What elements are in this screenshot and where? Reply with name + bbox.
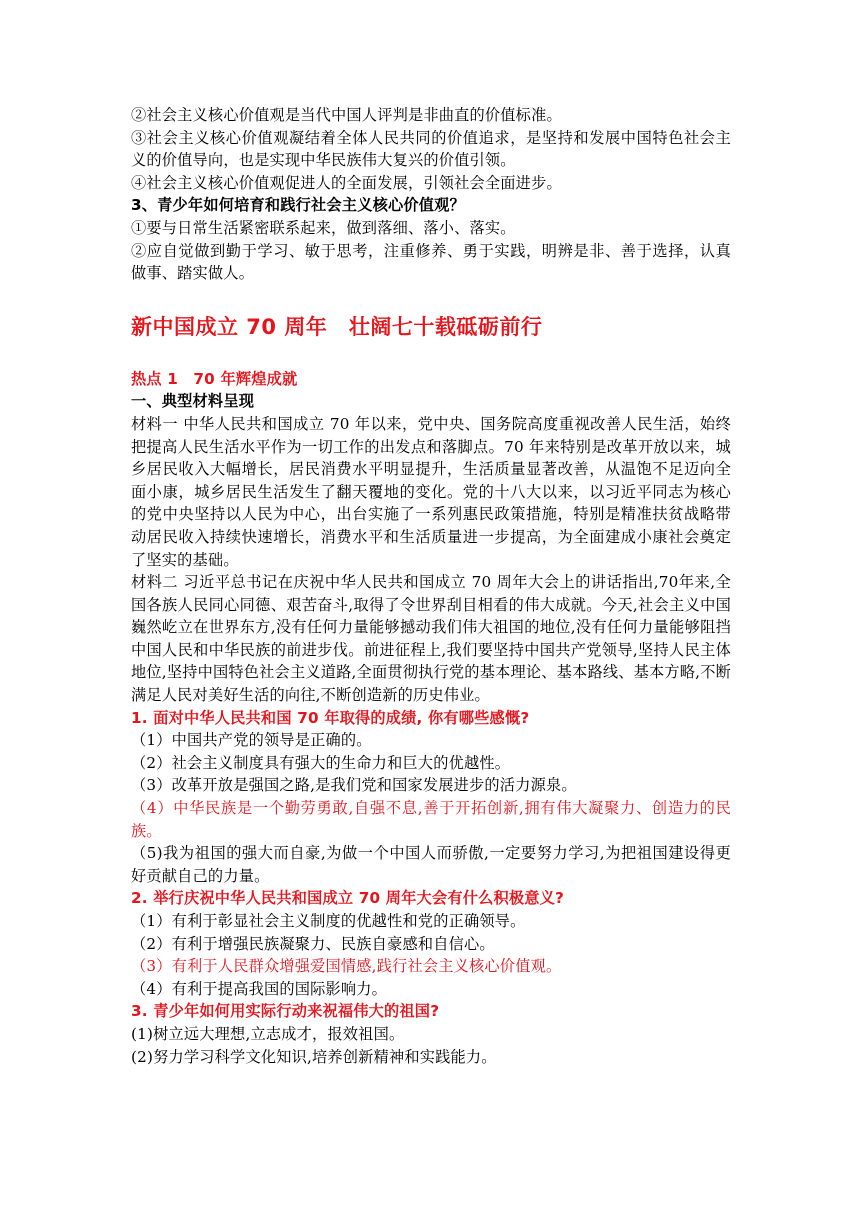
spacer	[131, 342, 731, 368]
answer-item-highlighted: （4）中华民族是一个勤劳勇敢,自强不息,善于开拓创新,拥有伟大凝聚力、创造力的民族。	[131, 799, 731, 840]
answer-item-highlighted: （3）有利于人民群众增强爱国情感,践行社会主义核心价值观。	[131, 957, 562, 976]
question-heading: 3. 青少年如何用实际行动来祝福伟大的祖国?	[131, 1002, 440, 1021]
answer-item: (2)努力学习科学文化知识,培养创新精神和实践能力。	[131, 1047, 497, 1066]
value-item-3: ③社会主义核心价值观凝结着全体人民共同的价值追求，是坚持和发展中国特色社会主义的价值导向，也是实现中华民族伟大复兴的价值引领。	[131, 128, 731, 170]
answer-item: （1）有利于彰显社会主义制度的优越性和党的正确领导。	[131, 912, 526, 930]
material-paragraph: 材料一 中华人民共和国成立 70 年以来，党中央、国务院高度重视改善人民生活，始终把提高人民生活水平作为一切工作的出发点和落脚点。70 年来特别是改革开放以来，城乡居民收入大幅增长，居民消费水平明显提升，生活质量显著改善，从温饱不足迈向全面小康，城乡居民生活发生了翻天覆地的变化。党的十八大以来，以习近平同志为核心的党中央坚持以人民为中心，出台实施了一系列惠民政策措施，特别是精准扶贫战略带动居民收入持续快速增长，消费水平和生活质量进一步提高，为全面建成小康社会奠定了坚实的基础。	[131, 414, 731, 569]
answer-item: ①要与日常生活紧密联系起来，做到落细、落小、落实。	[131, 218, 516, 237]
answer-item: （5)我为祖国的强大而自豪,为做一个中国人而骄傲,一定要努力学习,为把祖国建设得更好贡献自己的力量。	[131, 844, 731, 885]
material-paragraph: 材料二 习近平总书记在庆祝中华人民共和国成立 70 周年大会上的讲话指出,70年来,全国各族人民同心同德、艰苦奋斗,取得了令世界刮目相看的伟大成就。今天,社会主义中国巍然屹立在世界东方,没有任何力量能够撼动我们伟大祖国的地位,没有任何力量能够阻挡中国人民和中华民族的前进步伐。前进征程上,我们要坚持中国共产党领导,坚持人民主体地位,坚持中国特色社会主义道路,全面贯彻执行党的基本理论、基本路线、基本方略,不断满足人民对美好生活的向往,不断创造新的历史伟业。	[131, 573, 731, 705]
page-title: 新中国成立 70 周年 壮阔七十载砥砺前行	[131, 314, 543, 339]
answer-item: （2）社会主义制度具有强大的生命力和巨大的优越性。	[131, 753, 511, 772]
answer-item: ②应自觉做到勤于学习、敏于思考，注重修养、勇于实践，明辨是非、善于选择，认真做事、踏实做人。	[131, 241, 731, 283]
value-item-2: ②社会主义核心价值观是当代中国人评判是非曲直的价值标准。	[131, 106, 562, 124]
question-heading: 2. 举行庆祝中华人民共和国成立 70 周年大会有什么积极意义?	[131, 889, 565, 908]
question-heading: 3、青少年如何培育和践行社会主义核心价值观？	[131, 196, 465, 215]
value-item-4: ④社会主义核心价值观促进人的全面发展，引领社会全面进步。	[131, 173, 562, 192]
section-heading: 一、典型材料呈现	[131, 392, 255, 411]
answer-item: （2）有利于增强民族凝聚力、民族自豪感和自信心。	[131, 934, 495, 953]
answer-item: （4）有利于提高我国的国际影响力。	[131, 979, 388, 998]
question-heading: 1. 面对中华人民共和国 70 年取得的成绩, 你有哪些感慨?	[131, 708, 530, 727]
document-page	[131, 104, 731, 1068]
answer-item: (1)树立远大理想,立志成才，报效祖国。	[131, 1024, 405, 1043]
answer-item: （3）改革开放是强国之路,是我们党和国家发展进步的活力源泉。	[131, 776, 577, 795]
spacer	[131, 285, 731, 312]
answer-item: （1）中国共产党的领导是正确的。	[131, 731, 372, 750]
hotspot-heading: 热点 1 70 年辉煌成就	[131, 369, 298, 388]
